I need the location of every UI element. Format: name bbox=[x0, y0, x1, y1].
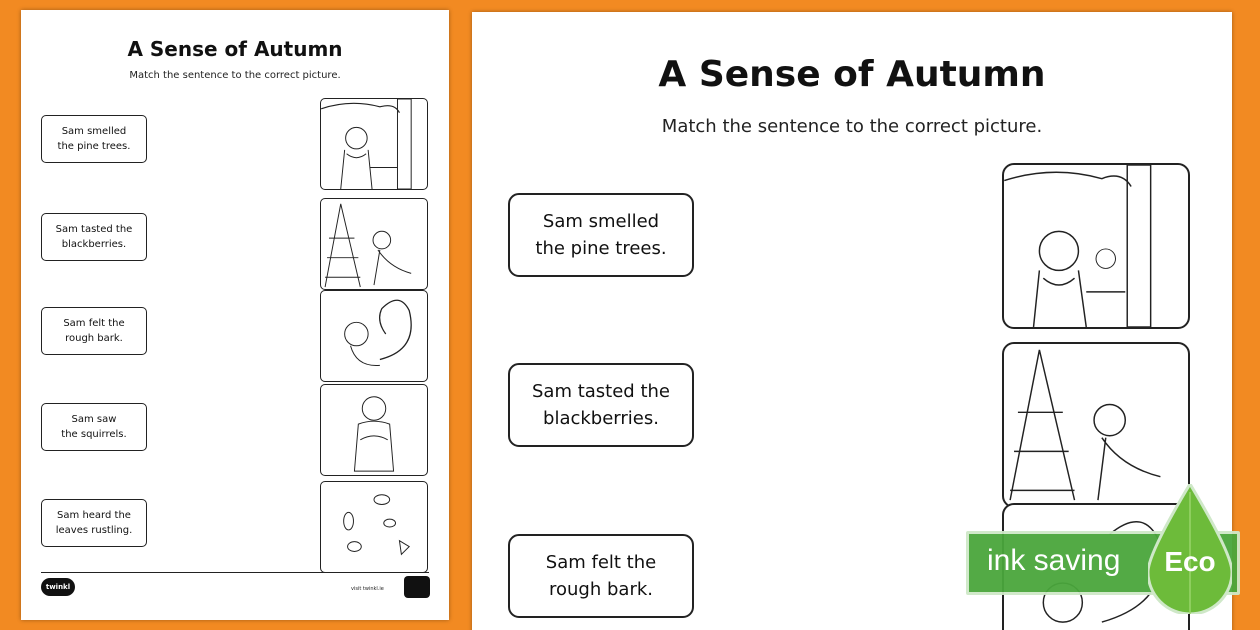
sentence-box: Sam smelled the pine trees. bbox=[508, 193, 694, 277]
eco-label: Eco bbox=[1164, 546, 1216, 577]
sentence-box: Sam tasted the blackberries. bbox=[508, 363, 694, 447]
sentence-box: Sam heard the leaves rustling. bbox=[41, 499, 147, 547]
footer-visit-text: visit twinkl.ie bbox=[351, 586, 384, 592]
girl-by-tree-icon bbox=[1002, 163, 1190, 329]
partner-logo bbox=[404, 576, 430, 598]
worksheet-title: A Sense of Autumn bbox=[658, 54, 1046, 95]
footer-divider bbox=[41, 572, 429, 573]
girl-pine-tree-icon bbox=[320, 198, 428, 290]
sentence-box: Sam tasted the blackberries. bbox=[41, 213, 147, 261]
worksheet-instructions: Match the sentence to the correct picture. bbox=[661, 116, 1043, 137]
twinkl-logo: twinkl bbox=[41, 578, 75, 596]
sentence-box: Sam smelled the pine trees. bbox=[41, 115, 147, 163]
sentence-box: Sam saw the squirrels. bbox=[41, 403, 147, 451]
worksheet-instructions: Match the sentence to the correct picture. bbox=[129, 70, 341, 81]
worksheet-title: A Sense of Autumn bbox=[127, 37, 343, 61]
worksheet-thumbnail[interactable] bbox=[21, 10, 449, 620]
squirrel-icon bbox=[320, 290, 428, 382]
falling-leaves-icon bbox=[320, 481, 428, 573]
eco-drop-icon bbox=[1148, 484, 1232, 614]
sentence-box: Sam felt the rough bark. bbox=[508, 534, 694, 618]
girl-eating-icon bbox=[320, 384, 428, 476]
girl-by-tree-icon bbox=[320, 98, 428, 190]
ink-saving-label: ink saving bbox=[987, 544, 1121, 577]
sentence-box: Sam felt the rough bark. bbox=[41, 307, 147, 355]
